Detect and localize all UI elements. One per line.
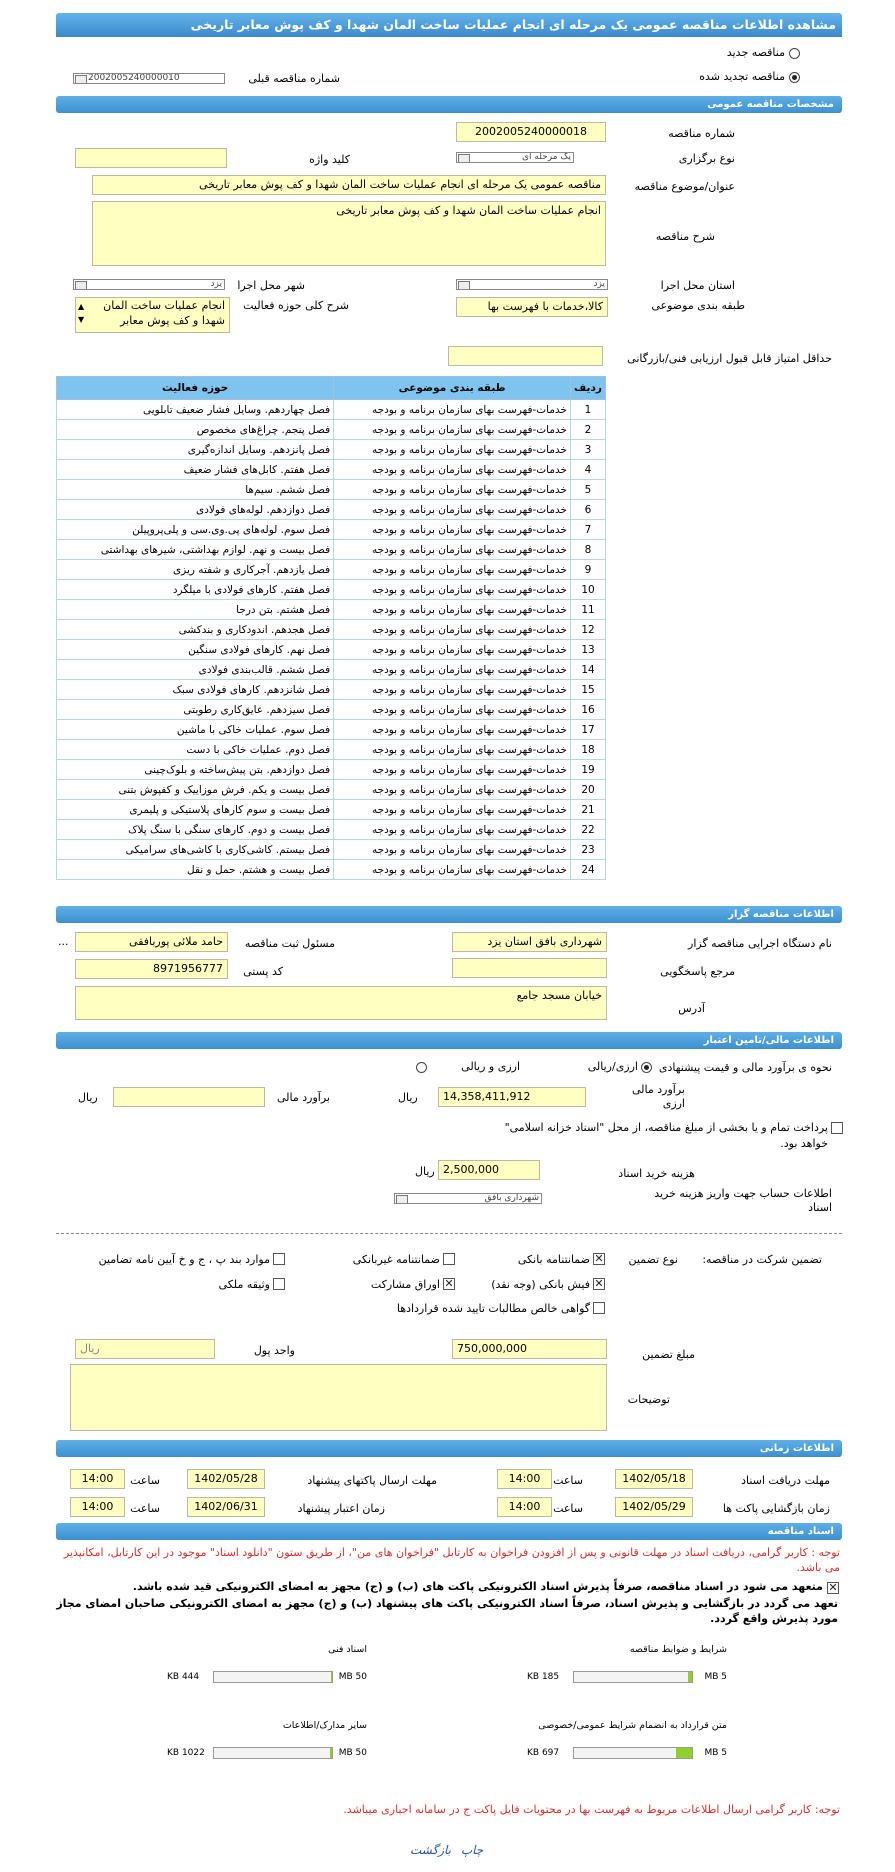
table-row [57,480,606,500]
doc-file-max: 5 MB [704,1672,727,1682]
table-row [57,420,606,440]
doc-file [167,1720,367,1770]
postal-code-field: 8971956777 [75,959,228,979]
claims-certificate-checkbox[interactable] [593,1302,605,1314]
previous-number-select[interactable]: 2002005240000010 [73,73,225,84]
treasury-text: پرداخت تمام و یا بخشی از مبلغ مناقصه، از محل "اسناد خزانه اسلامی" خواهد بود. [504,1121,828,1150]
doc-file-size: 697 KB [527,1748,560,1758]
table-row [57,740,606,760]
notes-field [70,1364,607,1431]
general-section-header: مشخصات مناقصه عمومی [56,96,842,113]
table-row [57,520,606,540]
doc-file [167,1644,367,1694]
row-category: خدمات-فهرست بهای سازمان برنامه و بودجه [334,540,571,560]
subject-label: عنوان/موضوع مناقصه [634,180,735,193]
row-number: 22 [571,820,606,840]
docs-notice-2: توجه: کاربر گرامی ارسال اطلاعات مربوط به فهرست بها در محتویات فایل پاکت ج در سامانه اجباری میباشد. [343,1803,840,1816]
row-activity: فصل ششم. سیم‌ها [57,480,334,500]
row-activity: فصل سوم. لوله‌های پی.وی.سی و پلی‌پروپیلن [57,520,334,540]
row-activity: فصل ششم. قالب‌بندی فولادی [57,660,334,680]
rial-radio[interactable] [641,1062,652,1073]
address-field: خیابان مسجد جامع [75,986,607,1020]
row-category: خدمات-فهرست بهای سازمان برنامه و بودجه [334,780,571,800]
clauses-label: موارد بند پ ، ج و خ آیین نامه تضامین [98,1253,270,1266]
doc-file-max: 50 MB [338,1672,367,1682]
row-category: خدمات-فهرست بهای سازمان برنامه و بودجه [334,860,571,880]
row-activity: فصل هجدهم. اندودکاری و بندکشی [57,620,334,640]
open-time: 14:00 [497,1497,552,1517]
page-title: مشاهده اطلاعات مناقصه عمومی یک مرحله ای انجام عملیات ساخت المان شهدا و کف پوش معابر تاریخی [56,13,842,37]
row-number: 5 [571,480,606,500]
bonds-label: اوراق مشارکت [370,1278,440,1291]
account-select[interactable]: شهرداری بافق [394,1193,542,1204]
row-category: خدمات-فهرست بهای سازمان برنامه و بودجه [334,620,571,640]
guarantee-type-label: نوع تضمین [628,1253,678,1266]
row-number: 4 [571,460,606,480]
row-category: خدمات-فهرست بهای سازمان برنامه و بودجه [334,600,571,620]
doc-file-progress [213,1671,333,1683]
fx-radio-label: ارزی و ریالی [461,1060,520,1073]
claims-certificate-label: گواهی خالص مطالبات تایید شده قراردادها [396,1302,590,1315]
row-category: خدمات-فهرست بهای سازمان برنامه و بودجه [334,420,571,440]
row-activity: فصل دوم. عملیات خاکی با دست [57,740,334,760]
row-activity: فصل نهم. کارهای فولادی سنگین [57,640,334,660]
doc-fee-label: هزینه خرید اسناد [618,1167,695,1180]
reference-label: مرجع پاسخگویی [660,965,735,978]
row-number: 16 [571,700,606,720]
row-activity: فصل دوازدهم. بتن پیش‌ساخته و بلوک‌چینی [57,760,334,780]
row-number: 20 [571,780,606,800]
row-category: خدمات-فهرست بهای سازمان برنامه و بودجه [334,660,571,680]
docs-notice: توجه : کاربر گرامی، دریافت اسناد در مهلت قانونی و پس از افزودن فراخوان به کارتابل "فراخوان های من"، از طریق ستون "دانلود اسناد" موجود در این کارتابل، امکانپذیر می باشد. [63,1546,840,1574]
guarantee-amount-field: 750,000,000 [452,1339,607,1359]
row-activity: فصل پانزدهم. وسایل اندازه‌گیری [57,440,334,460]
row-number: 11 [571,600,606,620]
tender-number-label: شماره مناقصه [668,127,735,140]
doc-file-title: سایر مدارک/اطلاعات [282,1720,367,1731]
new-tender-radio[interactable] [789,48,800,59]
table-row [57,400,606,420]
tender-number-field: 2002005240000018 [456,122,606,142]
table-row [57,620,606,640]
doc-file-progress [573,1671,693,1683]
row-number: 2 [571,420,606,440]
org-name-label: نام دستگاه اجرایی مناقصه گزار [688,937,832,950]
doc-file-title: اسناد فنی [328,1644,367,1655]
keyword-field[interactable] [75,148,227,168]
row-category: خدمات-فهرست بهای سازمان برنامه و بودجه [334,820,571,840]
table-row [57,660,606,680]
activity-list[interactable] [75,297,230,333]
currency-label: واحد پول [253,1344,295,1357]
currency-field: ریال [75,1339,215,1359]
commit-text-2: تعهد می گردد در بازگشایی و پذیرش اسناد، صرفاً اسناد الکترونیکی پاکت های پیشنهاد (ب) و (ج) مجهز به امضای الکترونیکی صاحبان امضای مجاز مورد پذیرش واقع گردد. [56,1597,838,1625]
table-row [57,640,606,660]
min-score-field[interactable] [448,346,603,366]
row-category: خدمات-فهرست بهای سازمان برنامه و بودجه [334,400,571,420]
row-activity: فصل بیست و هشتم. حمل و نقل [57,860,334,880]
fx-estimate-label: برآورد مالی ارزی [632,1083,685,1110]
row-number: 1 [571,400,606,420]
doc-file-size: 1022 KB [167,1748,205,1758]
organizer-section-header: اطلاعات مناقصه گزار [56,906,842,923]
min-score-label: حداقل امتیاز قابل قبول ارزیابی فنی/بازرگانی [627,352,832,365]
row-number: 19 [571,760,606,780]
row-number: 10 [571,580,606,600]
table-row [57,600,606,620]
submit-time: 14:00 [70,1469,125,1489]
row-activity: فصل هشتم. بتن درجا [57,600,334,620]
rial-radio-label: ارزی/ریالی [587,1060,638,1073]
description-field: انجام عملیات ساخت المان شهدا و کف پوش معابر تاریخی [92,201,606,266]
commit-text-1: متعهد می شود در اسناد مناقصه، صرفاً پذیرش اسناد الکترونیکی پاکت های (ب) و (ج) مجهز به امضای الکترونیکی قید شده باشد. [132,1580,823,1593]
table-row [57,540,606,560]
row-number: 9 [571,560,606,580]
row-number: 12 [571,620,606,640]
table-row [57,460,606,480]
row-category: خدمات-فهرست بهای سازمان برنامه و بودجه [334,840,571,860]
property-collateral-checkbox[interactable] [273,1278,285,1290]
estimate-label: برآورد مالی [277,1091,330,1104]
doc-file-title: متن قرارداد به انضمام شرایط عمومی/خصوصی [538,1720,727,1731]
address-label: آدرس [678,1002,705,1015]
activity-table [56,376,606,880]
table-row [57,680,606,700]
financial-section-header: اطلاعات مالی/تامین اعتبار [56,1032,842,1049]
subject-field: مناقصه عمومی یک مرحله ای انجام عملیات ساخت المان شهدا و کف پوش معابر تاریخی [92,175,606,195]
participation-guarantee-label: تضمین شرکت در مناقصه: [702,1253,822,1266]
divider [56,1233,842,1234]
previous-number-label: شماره مناقصه قبلی [248,72,340,85]
estimate-field [113,1087,265,1107]
doc-file-size: 444 KB [167,1672,200,1682]
category-field: کالا،خدمات با فهرست بها [456,297,608,317]
responsible-more[interactable]: ... [58,935,69,948]
docs-section-header: اسناد مناقصه [56,1523,842,1540]
doc-file [527,1644,727,1694]
row-number: 14 [571,660,606,680]
row-category: خدمات-فهرست بهای سازمان برنامه و بودجه [334,520,571,540]
submit-date: 1402/05/28 [187,1469,265,1489]
row-category: خدمات-فهرست بهای سازمان برنامه و بودجه [334,720,571,740]
row-number: 18 [571,740,606,760]
submit-time-label: ساعت [130,1474,160,1487]
bank-guarantee-checkbox[interactable]: ✕ [594,1252,604,1265]
row-number: 21 [571,800,606,820]
postal-code-label: کد پستی [243,965,283,978]
province-label: استان محل اجرا [660,279,735,292]
renewed-tender-label: مناقصه تجدید شده [699,70,785,83]
doc-fee-field: 2,500,000 [438,1160,540,1180]
doc-file-title: شرایط و ضوابط مناقصه [629,1644,727,1655]
estimate-method-label: نحوه ی برآورد مالی و قیمت پیشنهادی [658,1061,832,1074]
account-label: اطلاعات حساب جهت واریز هزینه خرید اسناد [654,1187,832,1214]
doc-file-progress [573,1747,693,1759]
row-activity: فصل شانزدهم. کارهای فولادی سبک [57,680,334,700]
org-name-field: شهرداری بافق استان یزد [452,932,607,952]
row-activity: فصل بیستم. کاشی‌کاری با کاشی‌های سرامیکی [57,840,334,860]
row-category: خدمات-فهرست بهای سازمان برنامه و بودجه [334,740,571,760]
table-row [57,580,606,600]
row-activity: فصل پنجم. چراغ‌های مخصوص [57,420,334,440]
table-row [57,720,606,740]
row-number: 15 [571,680,606,700]
property-collateral-label: وثیقه ملکی [218,1278,270,1291]
table-row [57,500,606,520]
table-row [57,700,606,720]
row-activity: فصل هفتم. کابل‌های فشار ضعیف [57,460,334,480]
row-activity: فصل دوازدهم. لوله‌های فولادی [57,500,334,520]
treasury-checkbox[interactable] [831,1122,843,1134]
keyword-label: کلید واژه [309,153,350,166]
responsible-label: مسئول ثبت مناقصه [244,937,335,950]
row-activity: فصل بیست و نهم. لوازم بهداشتی، شیرهای بهداشتی [57,540,334,560]
fx-radio[interactable] [416,1062,427,1073]
activity-text: انجام عملیات ساخت المان شهدا و کف پوش معابر [103,299,225,327]
validity-date: 1402/06/31 [187,1497,265,1517]
row-activity: فصل بیست و یکم. فرش موزاییک و کفپوش بتنی [57,780,334,800]
row-activity: فصل بیست و سوم کارهای پلاستیکی و پلیمری [57,800,334,820]
row-number: 13 [571,640,606,660]
row-category: خدمات-فهرست بهای سازمان برنامه و بودجه [334,760,571,780]
province-select[interactable]: یزد [456,279,608,290]
row-category: خدمات-فهرست بهای سازمان برنامه و بودجه [334,800,571,820]
city-select[interactable]: یزد [73,279,225,290]
table-row [57,840,606,860]
row-activity: فصل هفتم. کارهای فولادی با میلگرد [57,580,334,600]
doc-file [527,1720,727,1770]
row-activity: فصل سیزدهم. عایق‌کاری رطوبتی [57,700,334,720]
footer-links [410,1843,483,1857]
row-category: خدمات-فهرست بهای سازمان برنامه و بودجه [334,440,571,460]
row-activity: فصل سوم. عملیات خاکی با ماشین [57,720,334,740]
table-row [57,860,606,880]
scroll-arrows-icon[interactable]: ▲ ▼ [78,302,85,324]
city-label: شهر محل اجرا [237,279,305,292]
validity-time-label: ساعت [130,1502,160,1515]
doc-receive-date: 1402/05/18 [615,1469,693,1489]
doc-receive-label: مهلت دریافت اسناد [741,1474,830,1487]
open-label: زمان بازگشایی پاکت ها [722,1502,830,1515]
doc-file-progress [213,1747,333,1759]
renewed-tender-radio[interactable] [789,72,800,83]
activity-label: شرح کلی حوزه فعالیت [243,299,349,312]
col-category: طبقه بندی موضوعی [334,377,571,400]
open-date: 1402/05/29 [615,1497,693,1517]
row-category: خدمات-فهرست بهای سازمان برنامه و بودجه [334,680,571,700]
bonds-checkbox[interactable]: ✕ [444,1277,454,1290]
estimate-currency: ریال [78,1091,98,1104]
responsible-field: حامد ملائی پوربافقی [75,932,228,952]
back-link[interactable]: بازگشت [410,1843,451,1857]
table-row [57,560,606,580]
row-activity: فصل چهاردهم. وسایل فشار ضعیف تابلویی [57,400,334,420]
doc-file-max: 5 MB [704,1748,727,1758]
row-number: 7 [571,520,606,540]
doc-receive-time-label: ساعت [553,1474,583,1487]
print-link[interactable]: چاپ [460,1843,484,1857]
commit-checkbox[interactable]: ✕ [828,1581,838,1594]
row-category: خدمات-فهرست بهای سازمان برنامه و بودجه [334,700,571,720]
row-category: خدمات-فهرست بهای سازمان برنامه و بودجه [334,460,571,480]
category-label: طبقه بندی موضوعی [651,299,745,312]
validity-time: 14:00 [70,1497,125,1517]
fx-estimate-currency: ریال [398,1091,418,1104]
notes-label: توضیحات [627,1393,670,1406]
row-number: 17 [571,720,606,740]
col-activity: حوزه فعالیت [57,377,334,400]
timing-section-header: اطلاعات زمانی [56,1440,842,1457]
table-row [57,800,606,820]
doc-receive-time: 14:00 [497,1469,552,1489]
nonbank-guarantee-label: ضمانتنامه غیربانکی [352,1253,440,1266]
row-activity: فصل بیست و دوم. کارهای سنگی با سنگ پلاک [57,820,334,840]
cash-checkbox[interactable]: ✕ [594,1277,604,1290]
row-category: خدمات-فهرست بهای سازمان برنامه و بودجه [334,560,571,580]
holding-type-label: نوع برگزاری [678,152,735,165]
guarantee-amount-label: مبلغ تضمین [642,1348,695,1361]
open-time-label: ساعت [553,1502,583,1515]
col-row: ردیف [571,377,606,400]
doc-file-size: 185 KB [527,1672,560,1682]
table-row [57,760,606,780]
row-number: 8 [571,540,606,560]
row-category: خدمات-فهرست بهای سازمان برنامه و بودجه [334,500,571,520]
validity-label: زمان اعتبار پیشنهاد [297,1502,385,1515]
row-category: خدمات-فهرست بهای سازمان برنامه و بودجه [334,480,571,500]
row-activity: فصل یازدهم. آجرکاری و شفته ریزی [57,560,334,580]
table-row [57,820,606,840]
row-number: 23 [571,840,606,860]
description-label: شرح مناقصه [655,230,715,243]
doc-file-max: 50 MB [338,1748,367,1758]
cash-label: فیش بانکی (وجه نقد) [491,1278,590,1291]
reference-field [452,958,607,978]
row-category: خدمات-فهرست بهای سازمان برنامه و بودجه [334,580,571,600]
nonbank-guarantee-checkbox[interactable] [443,1253,455,1265]
doc-fee-currency: ریال [415,1165,435,1178]
bank-guarantee-label: ضمانتنامه بانکی [517,1253,590,1266]
submit-label: مهلت ارسال پاکتهای پیشنهاد [307,1474,437,1487]
row-number: 6 [571,500,606,520]
holding-type-select[interactable]: یک مرحله ای [456,152,574,163]
table-row [57,780,606,800]
row-category: خدمات-فهرست بهای سازمان برنامه و بودجه [334,640,571,660]
new-tender-label: مناقصه جدید [726,46,785,59]
clauses-checkbox[interactable] [273,1253,285,1265]
fx-estimate-field: 14,358,411,912 [438,1087,586,1107]
row-number: 24 [571,860,606,880]
table-row [57,440,606,460]
row-number: 3 [571,440,606,460]
